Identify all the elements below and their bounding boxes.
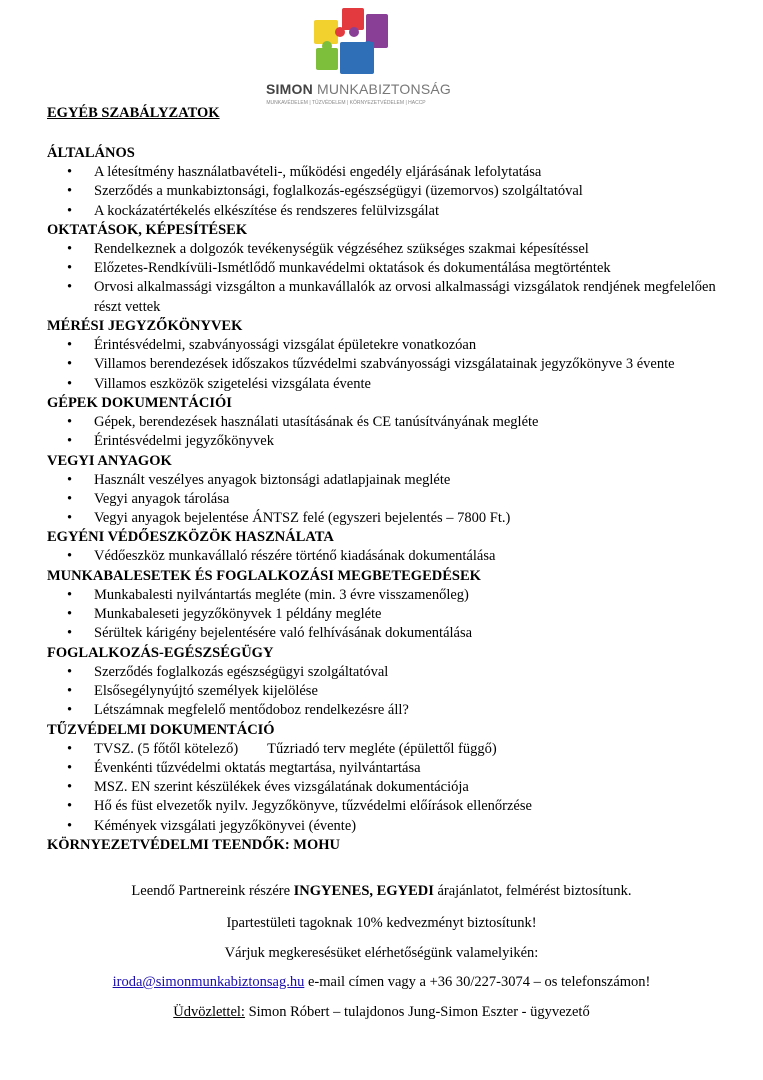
list-item: • Vegyi anyagok bejelentése ÁNTSZ felé (egyszeri bejelentés – 7800 Ft.) [47, 509, 727, 528]
section-list [47, 547, 727, 566]
list-item: • Szerződés a munkabiztonsági, foglalkozás-egészségügyi (üzemorvos) szolgáltatóval [47, 182, 727, 201]
section-list [47, 471, 727, 529]
list-item: • Évenkénti tűzvédelmi oktatás megtartása, nyilvántartása [47, 759, 727, 778]
list-item: • Használt veszélyes anyagok biztonsági adatlapjainak megléte [47, 471, 727, 490]
list-item: • Orvosi alkalmassági vizsgálton a munkavállalók az orvosi alkalmassági vizsgálatok rendjének megfelelően részt vettek [47, 278, 727, 317]
list-item: • Hő és füst elvezetők nyilv. Jegyzőkönyve, tűzvédelmi előírások ellenőrzése [47, 797, 727, 816]
list-item: • Szerződés foglalkozás egészségügyi szolgáltatóval [47, 663, 727, 682]
section-title: EGYÉNI VÉDŐESZKÖZÖK HASZNÁLATA [47, 529, 334, 546]
list-item: • Elsősegélynyújtó személyek kijelölése [47, 682, 727, 701]
list-item: • Munkabaleseti jegyzőkönyvek 1 példány megléte [47, 605, 727, 624]
brand-name: SIMON MUNKABIZTONSÁG [266, 81, 451, 97]
document-body [47, 104, 727, 855]
list-item: • Előzetes-Rendkívüli-Ismétlődő munkavédelmi oktatások és dokumentálása megtörténtek [47, 259, 727, 278]
section-title: MUNKABALESETEK ÉS FOGLALKOZÁSI MEGBETEGEDÉSEK [47, 567, 481, 584]
company-logo [266, 6, 451, 110]
list-item: • Sérültek kárigény bejelentésére való felhívásának dokumentálása [47, 624, 727, 643]
brand-tagline: MUNKAVÉDELEM | TŰZVÉDELEM | KÖRNYEZETVÉDELEM | HACCP [266, 100, 426, 106]
list-item: • Kémények vizsgálati jegyzőkönyvei (évente) [47, 817, 727, 836]
list-item: • Érintésvédelmi jegyzőkönyvek [47, 432, 727, 451]
discount-line: Ipartestületi tagoknak 10% kedvezményt biztosítunk! [226, 915, 537, 931]
email-link[interactable]: iroda@simonmunkabiztonsag.hu [112, 974, 305, 990]
list-item: • TVSZ. (5 főtől kötelező) Tűzriadó terv megléte (épülettől függő) [47, 740, 727, 759]
section-title: TŰZVÉDELMI DOKUMENTÁCIÓ [47, 721, 275, 738]
section-list [47, 240, 727, 317]
list-item: • A létesítmény használatbavételi-, működési engedély eljárásának lefolytatása [47, 163, 727, 182]
list-item: • Villamos berendezések időszakos tűzvédelmi szabványossági vizsgálatainak jegyzőkönyve 3 évente [47, 355, 727, 374]
list-item: • A kockázatértékelés elkészítése és rendszeres felülvizsgálat [47, 202, 727, 221]
section-list [47, 163, 727, 221]
list-item: • Védőeszköz munkavállaló részére történő kiadásának dokumentálása [47, 547, 727, 566]
section-title: VEGYI ANYAGOK [47, 452, 172, 469]
puzzle-logo-icon [312, 6, 390, 78]
sections [47, 144, 727, 855]
contact-line: iroda@simonmunkabiztonsag.hu e-mail címen vagy a +36 30/227-3074 – os telefonszámon! [112, 974, 651, 990]
greeting-line: Üdvözlettel: Simon Róbert – tulajdonos Jung-Simon Eszter - ügyvezető [173, 1004, 590, 1020]
section-list [47, 413, 727, 452]
section-list [47, 663, 727, 721]
list-item: • Vegyi anyagok tárolása [47, 490, 727, 509]
contact-intro-line: Várjuk megkeresésüket elérhetőségünk valamelyikén: [224, 945, 539, 961]
list-item: • Gépek, berendezések használati utasításának és CE tanúsítványának megléte [47, 413, 727, 432]
offer-line: Leendő Partnereink részére INGYENES, EGYEDI árajánlatot, felmérést biztosítunk. [131, 883, 632, 899]
section-list [47, 586, 727, 644]
section-title: OKTATÁSOK, KÉPESÍTÉSEK [47, 221, 248, 238]
list-item: • Rendelkeznek a dolgozók tevékenységük végzéséhez szükséges szakmai képesítéssel [47, 240, 727, 259]
list-item: • Villamos eszközök szigetelési vizsgálata évente [47, 375, 727, 394]
section-title: MÉRÉSI JEGYZŐKÖNYVEK [47, 318, 243, 335]
section-list [47, 740, 727, 836]
section-title: GÉPEK DOKUMENTÁCIÓI [47, 394, 232, 411]
list-item: • Munkabalesti nyilvántartás megléte (min. 3 évre visszamenőleg) [47, 586, 727, 605]
section-list [47, 336, 727, 394]
section-title: ÁLTALÁNOS [47, 145, 135, 161]
document-title: EGYÉB SZABÁLYZATOK [47, 105, 220, 121]
section-title: FOGLALKOZÁS-EGÉSZSÉGÜGY [47, 644, 274, 661]
section-title: KÖRNYEZETVÉDELMI TEENDŐK: MOHU [47, 837, 340, 854]
list-item: • Létszámnak megfelelő mentődoboz rendelkezésre áll? [47, 701, 727, 720]
list-item: • Érintésvédelmi, szabványossági vizsgálat épületekre vonatkozóan [47, 336, 727, 355]
list-item: • MSZ. EN szerint készülékek éves vizsgálatának dokumentációja [47, 778, 727, 797]
